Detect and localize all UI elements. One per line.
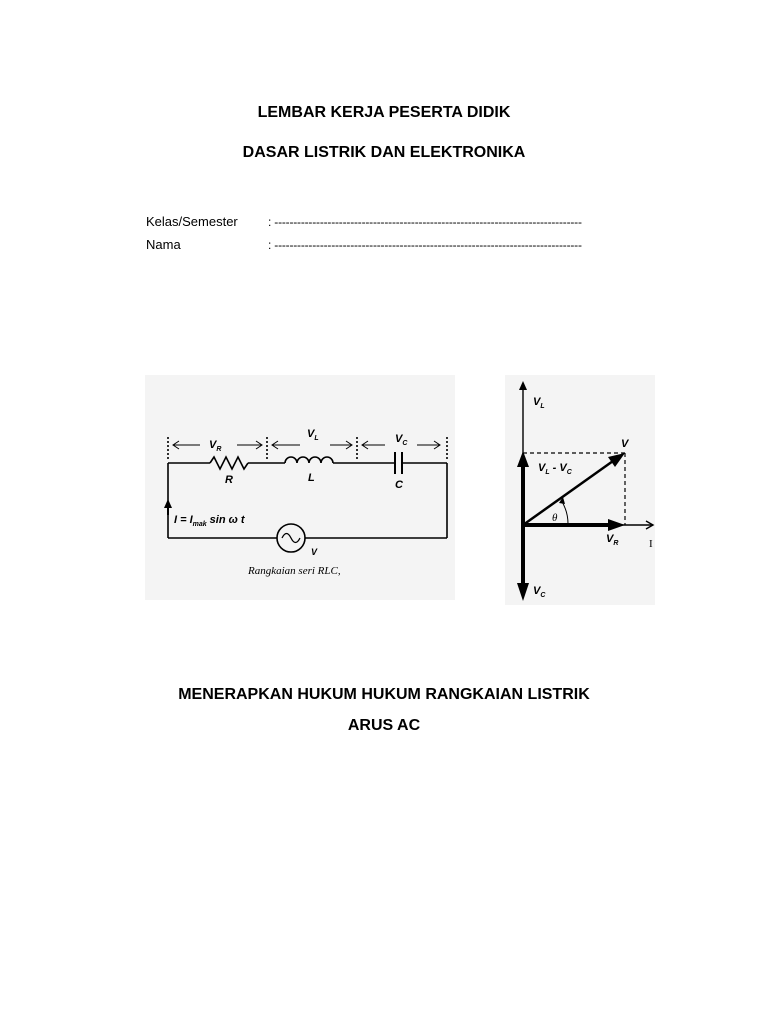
phasor-diagram xyxy=(505,375,655,605)
theta-label: θ xyxy=(552,512,558,524)
phasor-diff-separator: - V xyxy=(549,462,567,474)
phasor-vr-subscript: R xyxy=(613,540,619,547)
section-heading-line1: MENERAPKAN HUKUM HUKUM RANGKAIAN LISTRIK xyxy=(178,686,590,703)
resistor-label: R xyxy=(225,474,233,486)
rlc-circuit-diagram xyxy=(145,375,455,600)
subject-title: DASAR LISTRIK DAN ELEKTRONIKA xyxy=(242,144,526,161)
vc-subscript: C xyxy=(402,440,408,447)
current-equation xyxy=(174,514,246,528)
phasor-diff-a: V xyxy=(538,462,546,474)
phasor-vl-symbol: V xyxy=(533,396,541,408)
worksheet-title: LEMBAR KERJA PESERTA DIDIK xyxy=(257,104,511,121)
current-suffix: sin ω t xyxy=(209,514,245,526)
phasor-vc-symbol: V xyxy=(533,585,541,597)
phasor-vc-subscript: C xyxy=(540,592,546,599)
name-label: Nama xyxy=(146,237,181,252)
vc-symbol: V xyxy=(395,433,403,445)
source-label: V xyxy=(311,547,318,557)
phasor-vr-symbol: V xyxy=(606,533,614,545)
vl-symbol: V xyxy=(307,428,315,440)
phasor-v-label: V xyxy=(621,438,629,450)
name-line: : --------------------------------------------------------------------------------- xyxy=(268,238,582,252)
phasor-vl-subscript: L xyxy=(540,403,545,410)
circuit-caption: Rangkaian seri RLC, xyxy=(248,565,341,577)
class-semester-label: Kelas/Semester xyxy=(146,214,238,229)
vl-subscript: L xyxy=(314,435,319,442)
phasor-figure-background xyxy=(505,375,655,605)
phasor-diff-b-subscript: C xyxy=(566,469,572,476)
inductor-label: L xyxy=(308,472,315,484)
section-heading-line2: ARUS AC xyxy=(347,717,421,734)
vr-subscript: R xyxy=(216,446,222,453)
capacitor-label: C xyxy=(395,479,403,491)
class-semester-line: : --------------------------------------------------------------------------------- xyxy=(268,215,582,229)
current-prefix: I = I xyxy=(174,514,193,526)
phasor-diff-a-subscript: L xyxy=(545,469,550,476)
current-subscript: mak xyxy=(192,521,207,528)
vr-symbol: V xyxy=(209,439,217,451)
phasor-current-label: I xyxy=(649,538,653,550)
